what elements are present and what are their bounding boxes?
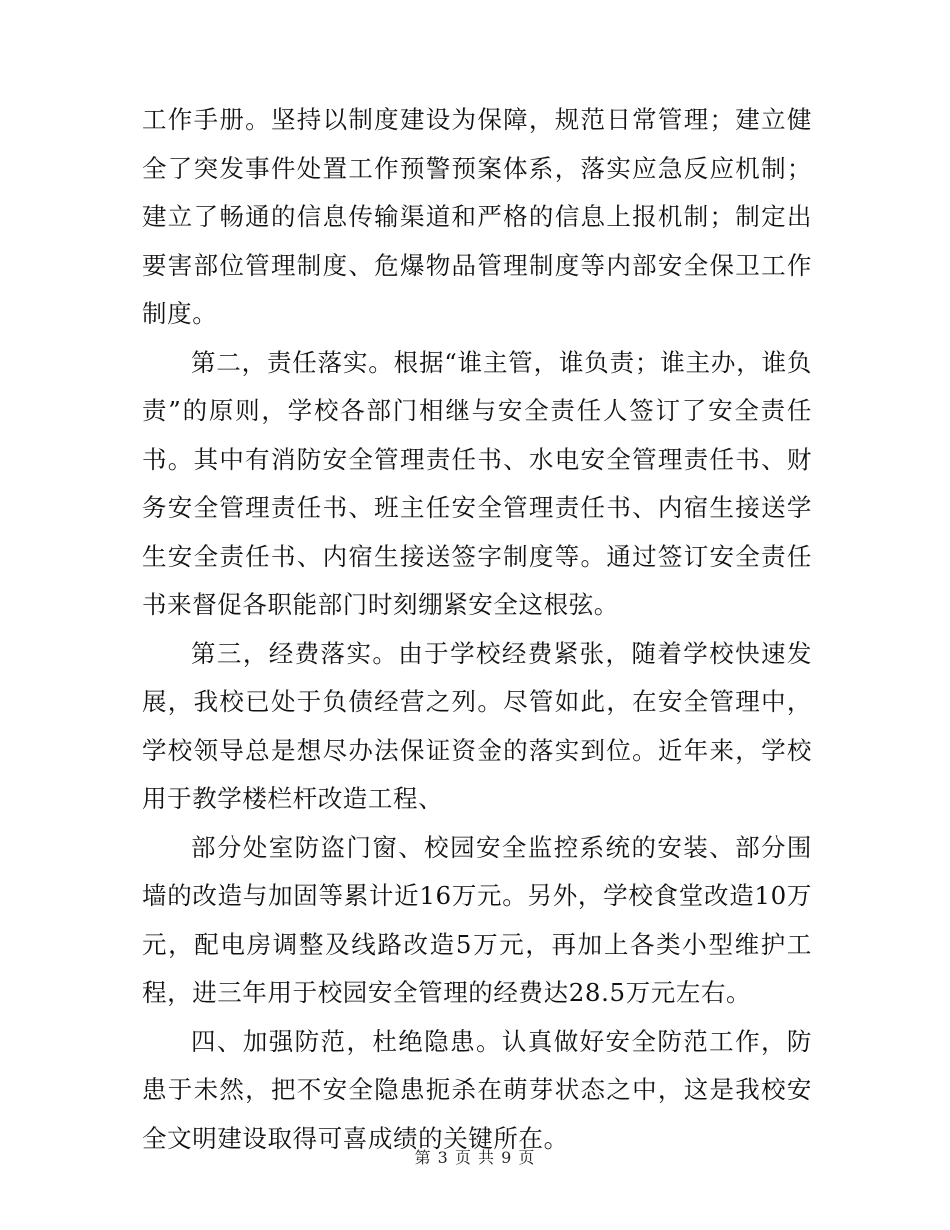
paragraph-continuation: 工作手册。坚持以制度建设为保障，规范日常管理；建立健全了突发事件处置工作预警预案体系，落实应急反应机制；建立了畅通的信息传输渠道和严格的信息上报机制；制定出要害部位管理制度、危爆物品管理制度等内部安全保卫工作制度。 bbox=[142, 105, 812, 328]
paragraph-funding-details: 部分处室防盗门窗、校园安全监控系统的安装、部分围墙的改造与加固等累计近16万元。另外，学校食堂改造10万元，配电房调整及线路改造5万元，再加上各类小型维护工程，进三年用于校园安全管理的经费达28.5万元左右。 bbox=[142, 832, 812, 1007]
page-number-footer: 第 3 页 共 9 页 bbox=[414, 1148, 536, 1167]
paragraph-funding: 第三，经费落实。由于学校经费紧张，随着学校快速发展，我校已处于负债经营之列。尽管如此，在安全管理中，学校领导总是想尽办法保证资金的落实到位。近年来，学校用于教学楼栏杆改造工程、 bbox=[142, 638, 812, 813]
document-body bbox=[142, 96, 812, 1163]
paragraph-prevention: 四、加强防范，杜绝隐患。认真做好安全防范工作，防患于未然，把不安全隐患扼杀在萌芽状态之中，这是我校安全文明建设取得可喜成绩的关键所在。 bbox=[142, 1026, 812, 1153]
paragraph-responsibility: 第二，责任落实。根据“谁主管，谁负责；谁主办，谁负责”的原则，学校各部门相继与安全责任人签订了安全责任书。其中有消防安全管理责任书、水电安全管理责任书、财务安全管理责任书、班主任安全管理责任书、内宿生接送学生安全责任书、内宿生接送签字制度等。通过签订安全责任书来督促各职能部门时刻绷紧安全这根弦。 bbox=[142, 347, 812, 619]
